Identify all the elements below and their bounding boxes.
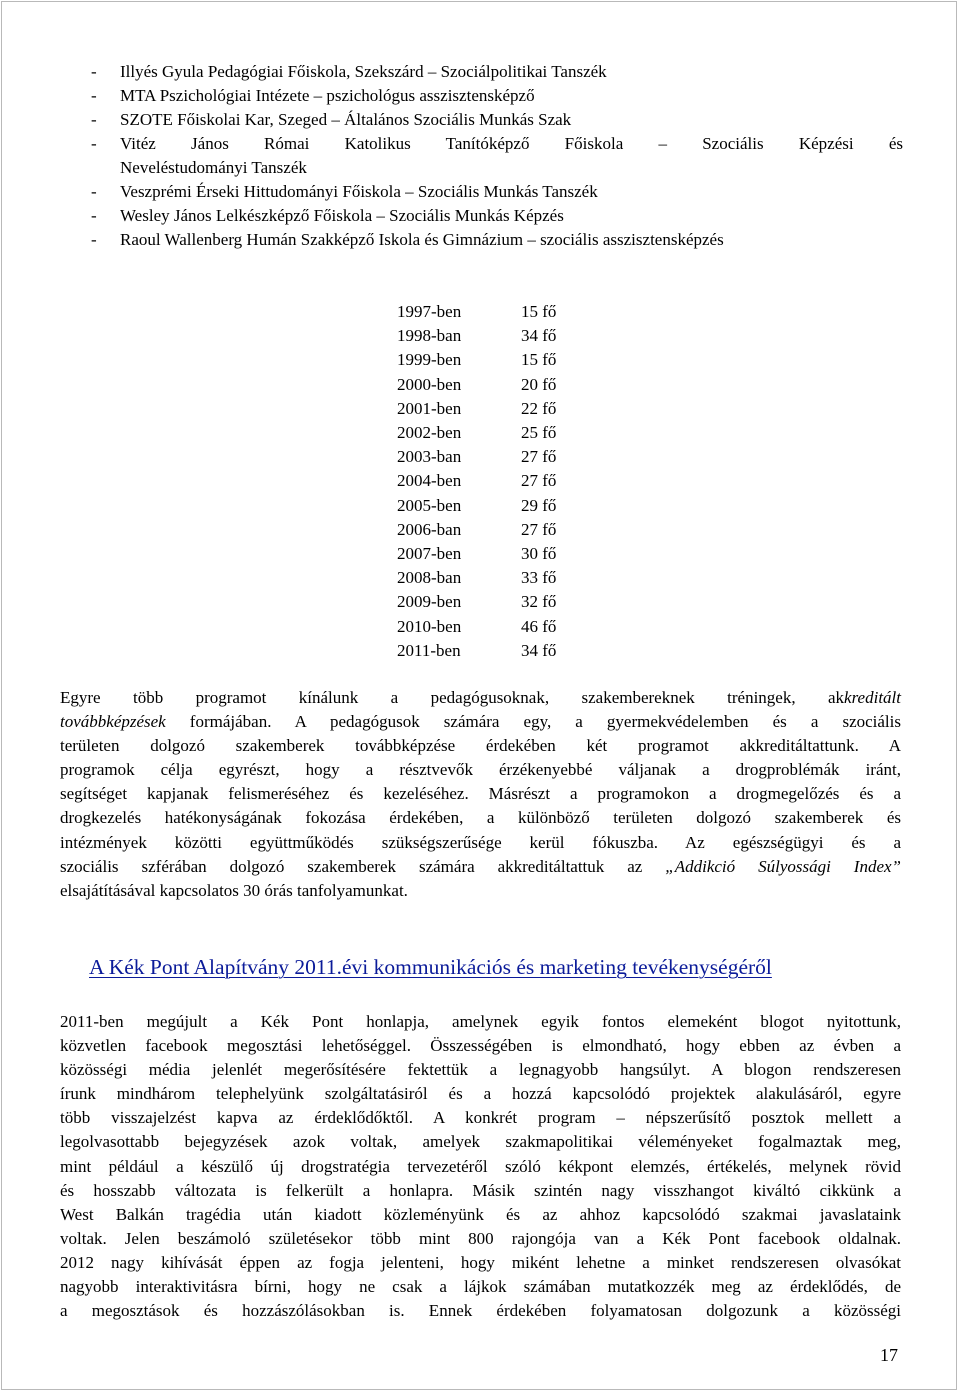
list-item [88, 60, 903, 84]
paragraph-line: elsajátításával kapcsolatos 30 órás tanfolyamunkat. [60, 880, 408, 900]
text-run: formájában. A pedagógusok számára egy, a gyermekvédelemben és a szociális [165, 712, 901, 732]
paragraph-line: mint például a készülő új drogstratégia tervezetéről szóló kékpont elemzés, értékelés, melynek rövid [60, 1156, 901, 1176]
table-row [397, 566, 556, 590]
paragraph-line: közösségi média jelenlét megerősítésére fektettük a legnagyobb hangsúlyt. A blogon rendszeresen [60, 1060, 901, 1080]
count-cell: 33 fő [521, 568, 557, 588]
communication-paragraph [60, 1010, 901, 1323]
list-item [88, 228, 903, 252]
institution-list [88, 60, 903, 252]
count-cell: 27 fő [521, 519, 557, 539]
bullet-dash: - [91, 230, 97, 249]
list-item-text: MTA Pszichológiai Intézete – pszichológus asszisztensképző [120, 86, 535, 105]
paragraph-line: nagyobb interaktivitásra bírni, hogy ne csak a lájkok számában mutatkozzék meg az érdeklődés, de [60, 1277, 901, 1297]
count-cell: 27 fő [521, 471, 557, 491]
count-cell: 15 fő [521, 302, 557, 321]
list-item-text-continued: Neveléstudományi Tanszék [120, 158, 307, 177]
bullet-dash: - [91, 62, 97, 81]
table-row [397, 348, 556, 372]
list-item-text: Illyés Gyula Pedagógiai Főiskola, Szekszárd – Szociálpolitikai Tanszék [120, 62, 607, 81]
table-row [397, 397, 556, 421]
paragraph-line: 2012 nagy kihívását éppen az fogja jelenteni, hogy miként lehetne a minket rendszeresen olvasókat [60, 1252, 901, 1272]
year-cell: 2009-ben [397, 592, 462, 612]
count-cell: 22 fő [521, 398, 557, 418]
list-item [88, 180, 903, 204]
count-cell: 34 fő [521, 640, 557, 660]
year-cell: 1998-ban [397, 326, 462, 346]
paragraph-line: területen dolgozó szakemberek továbbképzése érdekében két programot akkreditáltattunk. A [60, 736, 901, 756]
count-cell: 15 fő [521, 350, 557, 370]
list-item-text: SZOTE Főiskolai Kar, Szeged – Általános Szociális Munkás Szak [120, 110, 572, 129]
year-cell: 2006-ban [397, 519, 462, 539]
list-item [88, 84, 903, 108]
paragraph-line: segítséget kapjanak felismeréséhez és kezeléséhez. Másrészt a programokon a drogmegelőzés és a [60, 784, 901, 804]
table-row [397, 421, 556, 445]
paragraph-line: West Balkán tragédia után kiadott közleményünk és az ahhoz kapcsolódó szakmai javaslataink [60, 1204, 901, 1224]
paragraph-line [60, 710, 901, 734]
table-row [397, 542, 556, 566]
count-cell: 25 fő [521, 423, 557, 443]
paragraph-line [60, 686, 901, 710]
year-cell: 1999-ben [397, 350, 462, 370]
year-cell: 2007-ben [397, 544, 462, 564]
count-cell: 32 fő [521, 592, 557, 612]
paragraph-line: programok célja egyrészt, hogy a résztvevők érzékenyebbé váljanak a drogproblémák iránt, [60, 760, 901, 780]
year-cell: 2004-ben [397, 471, 462, 491]
count-cell: 29 fő [521, 495, 557, 515]
year-cell: 2010-ben [397, 616, 462, 636]
paragraph-line [60, 855, 901, 879]
bullet-dash: - [91, 206, 97, 225]
paragraph-line: drogkezelés hatékonyságának fokozása érdekében, a különböző területen dolgozó szakemberek és [60, 808, 901, 828]
paragraph-line: és hosszabb változata is felkerült a honlapra. Másik szintén nagy visszhangot kiváltó cikkünk a [60, 1180, 901, 1200]
paragraph-line: közvetlen facebook megosztási lehetőséggel. Összességében is elmondható, hogy ebben az évben a [60, 1036, 901, 1056]
course-title: „Addikció Súlyossági Index” [665, 856, 901, 876]
list-item-text: Veszprémi Érseki Hittudományi Főiskola – Szociális Munkás Tanszék [120, 182, 598, 201]
paragraph-line: írunk mindhárom telephelyünk szolgáltatásiról és a hozzá kapcsolódó projektek alakulásáról, egyre [60, 1084, 901, 1104]
table-row [397, 373, 556, 397]
count-cell: 34 fő [521, 326, 557, 346]
list-item [88, 132, 903, 180]
count-cell: 20 fő [521, 374, 557, 394]
year-cell: 2000-ben [397, 374, 462, 394]
training-programs-paragraph [60, 686, 901, 903]
year-cell: 2001-ben [397, 398, 462, 418]
year-cell: 2003-ban [397, 447, 462, 467]
bullet-dash: - [91, 110, 97, 129]
count-cell: 30 fő [521, 544, 557, 564]
year-cell: 1997-ben [397, 302, 462, 321]
table-row [397, 494, 556, 518]
list-item-text: Vitéz János Római Katolikus Tanítóképző Főiskola – Szociális Képzési és [120, 134, 903, 153]
paragraph-line: intézmények közötti együttműködés szükségszerűsége kerül fókuszba. Az egészségügyi és a [60, 832, 901, 852]
bullet-dash: - [91, 134, 97, 153]
table-row [397, 445, 556, 469]
paragraph-line: voltak. Jelen beszámoló születésekor több mint 800 rajongója van a Kék Pont facebook oldalnak. [60, 1228, 901, 1248]
page-number: 17 [880, 1345, 898, 1365]
list-item-text: Wesley János Lelkészképző Főiskola – Szociális Munkás Képzés [120, 206, 564, 225]
paragraph-line: a megosztások és hozzászólásokban is. Ennek érdekében folyamatosan dolgozunk a közösségi [60, 1301, 901, 1321]
count-cell: 46 fő [521, 616, 557, 636]
paragraph-line: legolvasottabb bejegyzések azok voltak, amelyek szakmapolitikai véleményeket fogalmaztak meg, [60, 1132, 901, 1152]
list-item-text: Raoul Wallenberg Humán Szakképző Iskola és Gimnázium – szociális asszisztensképzés [120, 230, 724, 249]
table-row [397, 639, 556, 663]
table-row [397, 469, 556, 493]
count-cell: 27 fő [521, 447, 557, 467]
bullet-dash: - [91, 182, 97, 201]
table-row [397, 590, 556, 614]
text-run: Egyre több programot kínálunk a pedagógusoknak, szakembereknek tréningek, ak [60, 688, 845, 707]
paragraph-line: 2011-ben megújult a Kék Pont honlapja, amelynek egyik fontos elemeként blogot nyitottunk, [60, 1012, 901, 1031]
participants-by-year-table [397, 300, 556, 663]
year-cell: 2008-ban [397, 568, 462, 588]
table-row [397, 518, 556, 542]
table-row [397, 615, 556, 639]
year-cell: 2011-ben [397, 640, 461, 660]
text-run: szociális szférában dolgozó szakemberek számára akkreditáltattuk az [60, 856, 666, 876]
table-row [397, 300, 556, 324]
list-item [88, 204, 903, 228]
year-cell: 2005-ben [397, 495, 462, 515]
year-cell: 2002-ben [397, 423, 462, 443]
table-row [397, 324, 556, 348]
paragraph-line: több visszajelzést kapva az érdeklődőktől. A konkrét program – népszerűsítő posztok mellett a [60, 1108, 901, 1128]
italic-run: továbbképzések [60, 712, 166, 732]
italic-run: kreditált [844, 688, 901, 707]
bullet-dash: - [91, 86, 97, 105]
list-item [88, 108, 903, 132]
section-heading-link[interactable]: A Kék Pont Alapítvány 2011.évi kommunikációs és marketing tevékenységéről [89, 955, 772, 979]
